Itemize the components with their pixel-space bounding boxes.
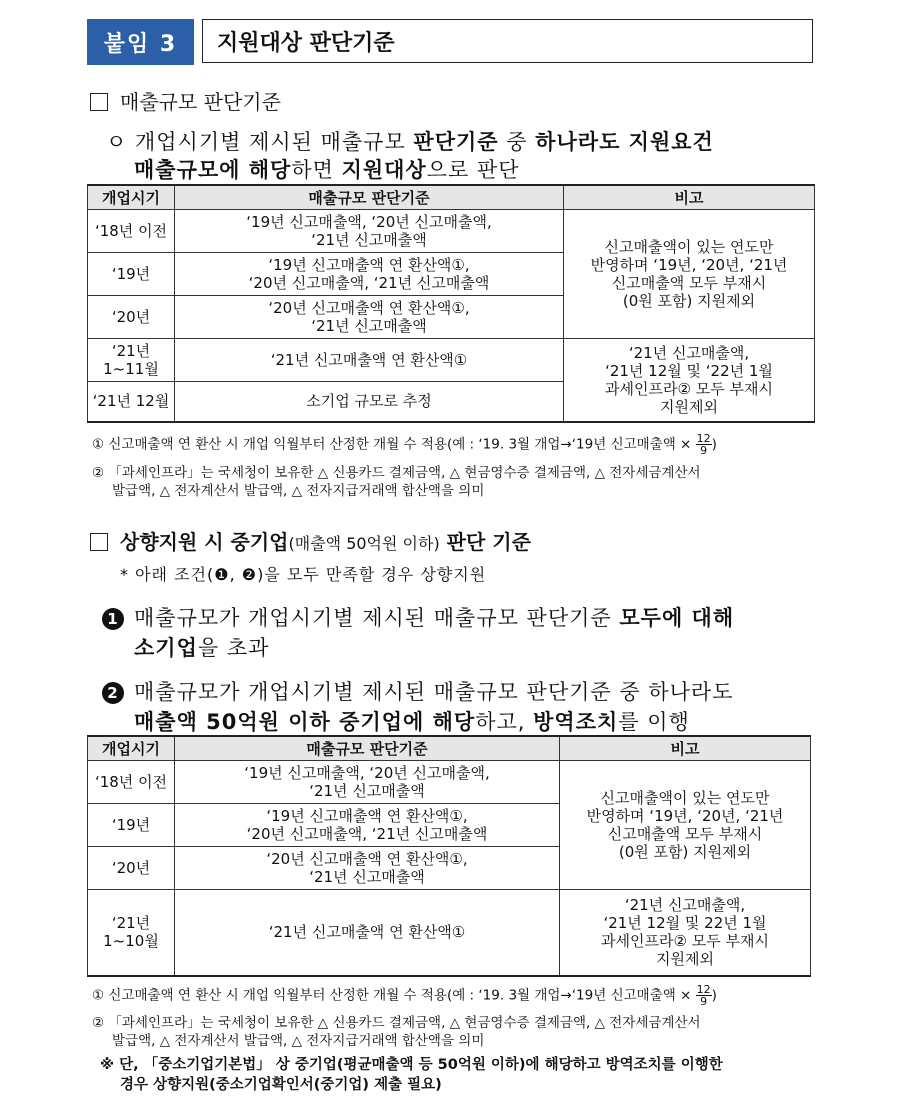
cell-period: ‘21년 1~10월 [88,890,175,976]
cell-criteria: ‘19년 신고매출액, ‘20년 신고매출액, ‘21년 신고매출액 [175,210,564,253]
cell-remark: 신고매출액이 있는 연도만 반영하며 ‘19년, ‘20년, ‘21년 신고매출액 모두 부재시 (0원 포함) 지원제외 [564,210,815,339]
table-row [88,761,811,804]
cell-period: ‘20년 [88,847,175,890]
cell-period: ‘21년 12월 [88,382,175,422]
final-remark: ※ 단, 「중소기업기본법」 상 중기업(평균매출액 등 50억원 이하)에 해당하고 방역조치를 이행한 경우 상향지원(중소기업확인서(중기업) 제출 필요) [100,1057,723,1094]
fraction: $\frac{12}{9}$ [696,983,711,1008]
cell-period: ‘18년 이전 [88,210,175,253]
cell-criteria: ‘20년 신고매출액 연 환산액①, ‘21년 신고매출액 [175,847,560,890]
cell-criteria: ‘20년 신고매출액 연 환산액①, ‘21년 신고매출액 [175,296,564,339]
section2-note: * 아래 조건(❶, ❷)을 모두 만족할 경우 상향지원 [120,565,487,584]
condition-2-line2: 매출액 50억원 이하 중기업에 해당하고, 방역조치를 이행 [134,710,690,734]
cell-criteria: ‘21년 신고매출액 연 환산액① [175,890,560,976]
cell-criteria: 소기업 규모로 추정 [175,382,564,422]
cell-period: ‘19년 [88,804,175,847]
col-header-remark: 비고 [560,736,811,761]
section1-heading: 매출규모 판단기준 [90,86,281,115]
cell-period: ‘20년 [88,296,175,339]
criteria-table-1 [87,184,815,423]
cell-period: ‘19년 [88,253,175,296]
cell-period: ‘21년 1~11월 [88,339,175,382]
cell-criteria: ‘19년 신고매출액 연 환산액①, ‘20년 신고매출액, ‘21년 신고매출액 [175,804,560,847]
col-header-remark: 비고 [564,185,815,210]
cell-period: ‘18년 이전 [88,761,175,804]
table-row [88,210,815,253]
table-row [88,890,811,976]
footnote-2: ② 「과세인프라」는 국세청이 보유한 △ 신용카드 결제금액, △ 현금영수증 결제금액, △ 전자세금계산서 발급액, △ 전자계산서 발급액, △ 전자지급거래액 합산액을 의미 [92,465,701,499]
number-2-icon: 2 [102,682,124,704]
section1-bullet-line2: 매출규모에 해당하면 지원대상으로 판단 [134,158,520,182]
col-header-period: 개업시기 [88,185,175,210]
col-header-criteria: 매출규모 판단기준 [175,736,560,761]
checkbox-square-icon [90,533,108,551]
footnote-1: ① 신고매출액 연 환산 시 개업 익월부터 산정한 개월 수 적용(예 : ‘19. 3월 개업→‘19년 신고매출액 × $\frac{12}{9}$ ) [92,432,717,457]
condition-1-line2: 소기업을 초과 [134,636,270,660]
fraction: $\frac{12}{9}$ [696,432,711,457]
table-header-row [88,185,815,210]
table-row [88,339,815,382]
checkbox-square-icon [90,93,108,111]
criteria-table-2 [87,735,811,977]
number-1-icon: 1 [102,608,124,630]
col-header-period: 개업시기 [88,736,175,761]
cell-criteria: ‘19년 신고매출액, ‘20년 신고매출액, ‘21년 신고매출액 [175,761,560,804]
document-header [87,19,815,65]
footnote-2b: ② 「과세인프라」는 국세청이 보유한 △ 신용카드 결제금액, △ 현금영수증 결제금액, △ 전자세금계산서 발급액, △ 전자계산서 발급액, △ 전자지급거래액 합산액을 의미 [92,1015,701,1049]
table-header-row [88,736,811,761]
cell-remark: 신고매출액이 있는 연도만 반영하며 ‘19년, ‘20년, ‘21년 신고매출액 모두 부재시 (0원 포함) 지원제외 [560,761,811,890]
section2-heading: 상향지원 시 중기업(매출액 50억원 이하) 판단 기준 [90,526,531,555]
section1-bullet-line1: ㅇ 개업시기별 제시된 매출규모 판단기준 중 하나라도 지원요건 [106,130,714,154]
condition-2-line1: 2 매출규모가 개업시기별 제시된 매출규모 판단기준 중 하나라도 [102,676,734,706]
cell-criteria: ‘19년 신고매출액 연 환산액①, ‘20년 신고매출액, ‘21년 신고매출액 [175,253,564,296]
attachment-badge: 붙임 3 [87,19,194,65]
condition-1-line1: 1 매출규모가 개업시기별 제시된 매출규모 판단기준 모두에 대해 [102,602,734,632]
cell-remark: ‘21년 신고매출액, ‘21년 12월 및 ‘22년 1월 과세인프라② 모두 부재시 지원제외 [564,339,815,422]
cell-remark: ‘21년 신고매출액, ‘21년 12월 및 22년 1월 과세인프라② 모두 부재시 지원제외 [560,890,811,976]
cell-criteria: ‘21년 신고매출액 연 환산액① [175,339,564,382]
col-header-criteria: 매출규모 판단기준 [175,185,564,210]
footnote-1b: ① 신고매출액 연 환산 시 개업 익월부터 산정한 개월 수 적용(예 : ‘19. 3월 개업→‘19년 신고매출액 × $\frac{12}{9}$ ) [92,983,717,1008]
page-title: 지원대상 판단기준 [202,19,813,63]
